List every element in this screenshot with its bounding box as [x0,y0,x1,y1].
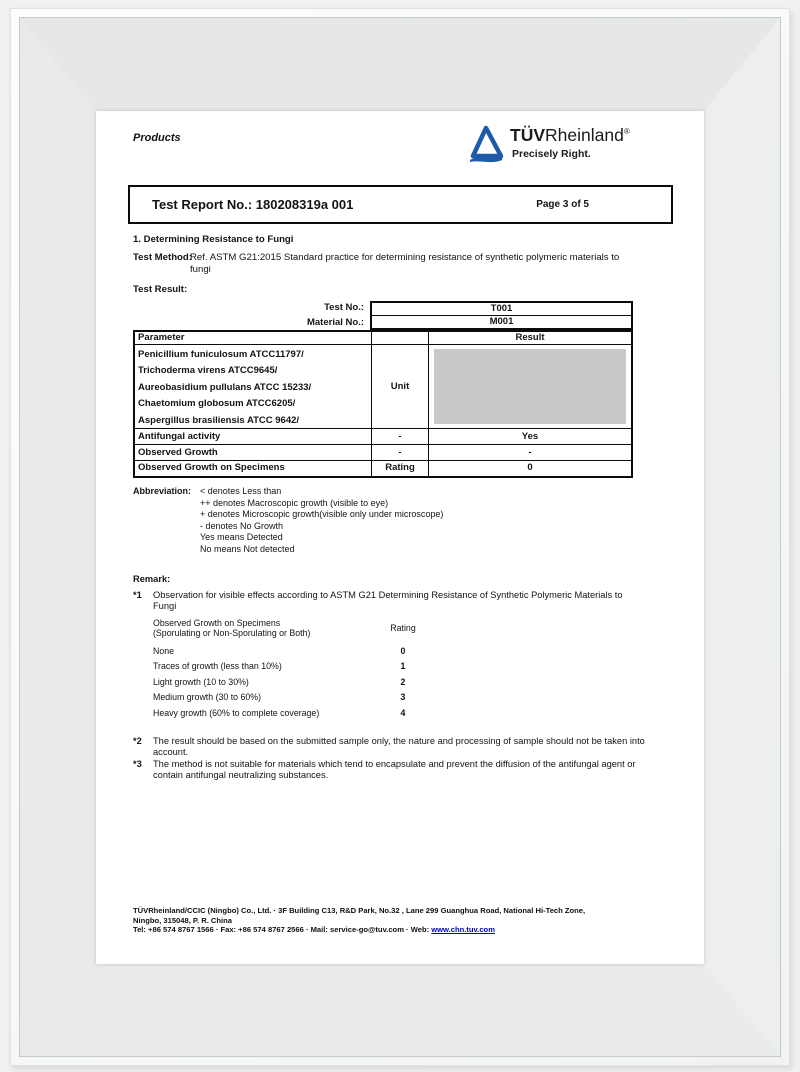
remark-label: Remark: [133,574,171,584]
test-method-value: Ref. ASTM G21:2015 Standard practice for determining resistance of synthetic polymeric materials to fungi [190,252,620,275]
parameter-cell: Observed Growth on Specimens [135,461,372,476]
growth-rating: 3 [400,692,406,703]
growth-rating: 0 [400,645,406,656]
fungi-row [135,345,631,429]
test-method-label: Test Method: [133,252,192,263]
products-label: Products [133,132,181,144]
unit-header-cell [372,332,429,344]
unit-cell: Rating [372,461,429,476]
sample-id-table [133,301,633,330]
page-indicator: Page 3 of 5 [536,199,589,210]
test-result-label: Test Result: [133,284,188,295]
result-cell: Yes [521,431,539,442]
fungi-line: Aspergillus brasiliensis ATCC 9642/ [138,414,300,426]
material-no-label: Material No.: [306,316,364,328]
remark-text-3: The method is not suitable for materials which tend to encapsulate and prevent the diffusion of the antifungal agent or contain antifungal neutralizing substances. [153,759,636,781]
remark-text-2: The result should be based on the submitted sample only, the nature and processing of sample should not be taken into account. [153,736,645,758]
parameter-cell: Antifungal activity [135,429,372,444]
result-table [133,330,633,478]
fungi-line: Penicillium funiculosum ATCC11797/ [138,349,304,360]
abbreviation-line: + denotes Microscopic growth(visible only under microscope) [200,509,444,520]
abbreviation-line: Yes means Detected [200,532,283,543]
table-row [135,461,631,476]
test-report-page [96,111,704,964]
report-number-bar [128,185,673,224]
growth-row [153,690,443,706]
unit-cell: - [372,429,429,444]
growth-header-label: Observed Growth on Specimens (Sporulating or Non-Sporulating or Both) [153,618,311,638]
table-header-row [135,332,631,345]
growth-rating: 1 [400,661,406,672]
section-heading: 1. Determining Resistance to Fungi [133,234,294,245]
fungi-list [135,345,372,428]
growth-rating: 2 [400,676,406,687]
remark-text-1: Observation for visible effects according to ASTM G21 Determining Resistance of Synthetic Polymeric Materials to Fungi [153,590,623,612]
test-no-value: T001 [372,303,631,316]
remark-marker-3: *3 [133,759,142,769]
report-number: Test Report No.: 180208319a 001 [152,197,354,212]
growth-rating-table [153,619,443,722]
material-no-value: M001 [489,315,514,327]
footer-contact-line [133,925,681,935]
growth-label: None [153,645,175,656]
brand-wordmark: TÜVRheinland® [510,125,630,145]
unit-cell: - [372,445,429,460]
abbreviation-list [200,486,443,556]
website-link[interactable]: www.chn.tuv.com [431,925,495,935]
growth-label: Traces of growth (less than 10%) [153,661,282,672]
result-header: Result [515,332,545,343]
table-row [135,429,631,445]
redacted-gray-box [434,349,626,424]
parameter-cell: Observed Growth [135,445,372,460]
tuv-triangle-icon [468,125,504,165]
footer-address-line1: TÜVRheinland/CCIC (Ningbo) Co., Ltd. · 3F Building C13, R&D Park, No.32 , Lane 299 Guanghua Road, National Hi-Tech Zone, [133,906,586,915]
brand-tagline: Precisely Right. [512,148,591,160]
growth-rating: 4 [400,707,406,718]
abbreviation-label: Abbreviation: [133,486,192,496]
result-cell: 0 [527,462,533,473]
tuv-rheinland-logo [468,121,678,173]
rating-header: Rating [390,623,416,633]
footer-contact-block [133,906,681,935]
footer-address-line2: Ningbo, 315048, P. R. China [133,915,233,925]
growth-table-header [153,619,443,639]
unit-cell: Unit [372,345,429,428]
test-no-label: Test No.: [324,302,364,313]
fungi-line: Trichoderma virens ATCC9645/ [138,365,278,377]
growth-label: Medium growth (30 to 60%) [153,692,262,703]
growth-row [153,659,443,675]
result-cell: - [528,447,532,458]
registered-mark: ® [623,127,630,137]
abbreviation-line: No means Not detected [200,543,295,554]
sample-id-values [370,301,633,330]
abbreviation-line: - denotes No Growth [200,520,284,531]
remark-marker-1: *1 [133,590,142,600]
abbreviation-line: < denotes Less than [200,486,282,496]
growth-row [153,675,443,691]
remark-marker-2: *2 [133,736,142,746]
fungi-line: Aureobasidium pullulans ATCC 15233/ [138,381,312,393]
footer-contact-text: Tel: +86 574 8767 1566 · Fax: +86 574 8767 2566 · Mail: service-go@tuv.com · Web: [133,925,432,935]
abbreviation-line: ++ denotes Macroscopic growth (visible to eye) [200,497,389,508]
parameter-header: Parameter [135,332,372,344]
result-cell-redacted [429,345,631,428]
table-row [135,445,631,461]
growth-label: Heavy growth (60% to complete coverage) [153,707,320,718]
growth-label: Light growth (10 to 30%) [153,676,249,687]
fungi-line: Chaetomium globosum ATCC6205/ [138,398,296,410]
growth-row [153,644,443,660]
growth-row [153,706,443,722]
